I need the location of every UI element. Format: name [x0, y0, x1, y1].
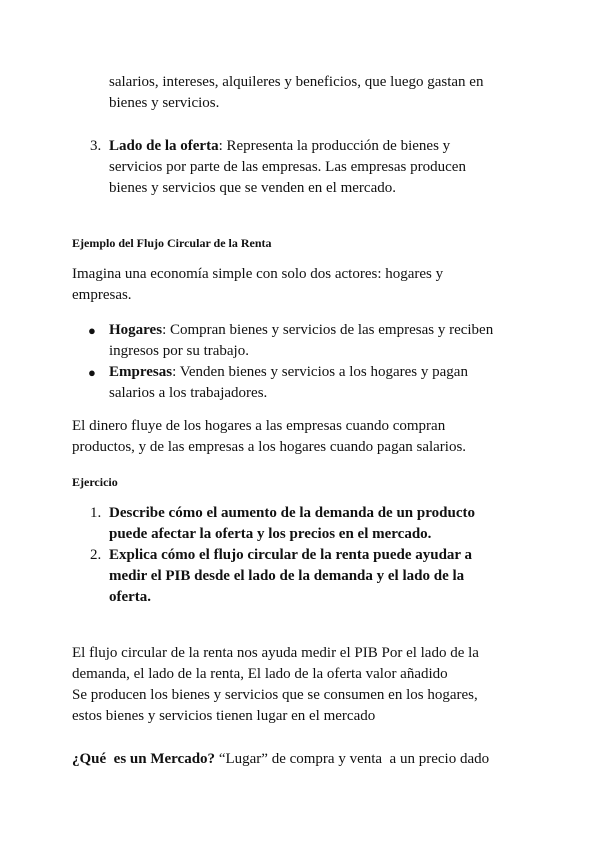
text-line: ingresos por su trabajo. [109, 343, 249, 359]
notes-paragraph [72, 643, 479, 727]
text-line: productos, y de las empresas a los hogares cuando pagan salarios. [72, 439, 467, 455]
text-line: oferta. [109, 589, 152, 605]
bold-term: Empresas [109, 364, 173, 380]
text-line: bienes y servicios que se venden en el mercado. [109, 180, 396, 196]
text-line: estos bienes y servicios tienen lugar en el mercado [72, 708, 376, 724]
list-continuation [109, 72, 483, 114]
example-intro-paragraph [72, 264, 443, 306]
section-heading-exercise: Ejercicio [72, 475, 118, 489]
text-line [109, 320, 493, 341]
text-line: Imagina una economía simple con solo dos actores: hogares y [72, 266, 444, 282]
market-definition [72, 749, 489, 770]
text-line: El dinero fluye de los hogares a las empresas cuando compran [72, 418, 446, 434]
money-flow-paragraph [72, 416, 466, 458]
bold-question: ¿Qué es un Mercado? [72, 751, 216, 767]
text-span: “Lugar” de compra y venta a un precio dado [215, 751, 490, 767]
text-line: salarios, intereses, alquileres y beneficios, que luego gastan en [109, 74, 484, 90]
text-line [109, 136, 466, 157]
list-item-supply-side [109, 136, 466, 199]
text-line: servicios por parte de las empresas. Las empresas producen [109, 159, 466, 175]
text-line: puede afectar la oferta y los precios en el mercado. [109, 526, 432, 542]
section-heading-example: Ejemplo del Flujo Circular de la Renta [72, 236, 272, 250]
list-number: 1. [90, 505, 102, 521]
text-span: : Compran bienes y servicios de las empresas y reciben [162, 322, 494, 338]
text-line: El flujo circular de la renta nos ayuda medir el PIB Por el lado de la [72, 645, 479, 661]
bold-term: Hogares [109, 322, 163, 338]
bullet-marker: ● [88, 365, 96, 380]
text-span: : Representa la producción de bienes y [218, 138, 451, 154]
text-line: Explica cómo el flujo circular de la renta puede ayudar a [109, 547, 473, 563]
list-number: 3. [90, 138, 102, 154]
text-line: demanda, el lado de la renta, El lado de la oferta valor añadido [72, 666, 448, 682]
text-line: empresas. [72, 287, 132, 303]
text-line [109, 362, 468, 383]
text-line: bienes y servicios. [109, 95, 220, 111]
exercise-item-2 [109, 545, 472, 608]
bullet-marker: ● [88, 323, 96, 338]
text-line: Se producen los bienes y servicios que se consumen en los hogares, [72, 687, 478, 703]
text-line: Describe cómo el aumento de la demanda de un producto [109, 505, 475, 521]
text-line: salarios a los trabajadores. [109, 385, 268, 401]
exercise-item-1 [109, 503, 475, 545]
bold-term: Lado de la oferta [109, 138, 219, 154]
text-line: medir el PIB desde el lado de la demanda y el lado de la [109, 568, 465, 584]
list-number: 2. [90, 547, 102, 563]
bullet-item-hogares [109, 320, 493, 362]
bullet-item-empresas [109, 362, 468, 404]
text-span: : Venden bienes y servicios a los hogares y pagan [172, 364, 468, 380]
